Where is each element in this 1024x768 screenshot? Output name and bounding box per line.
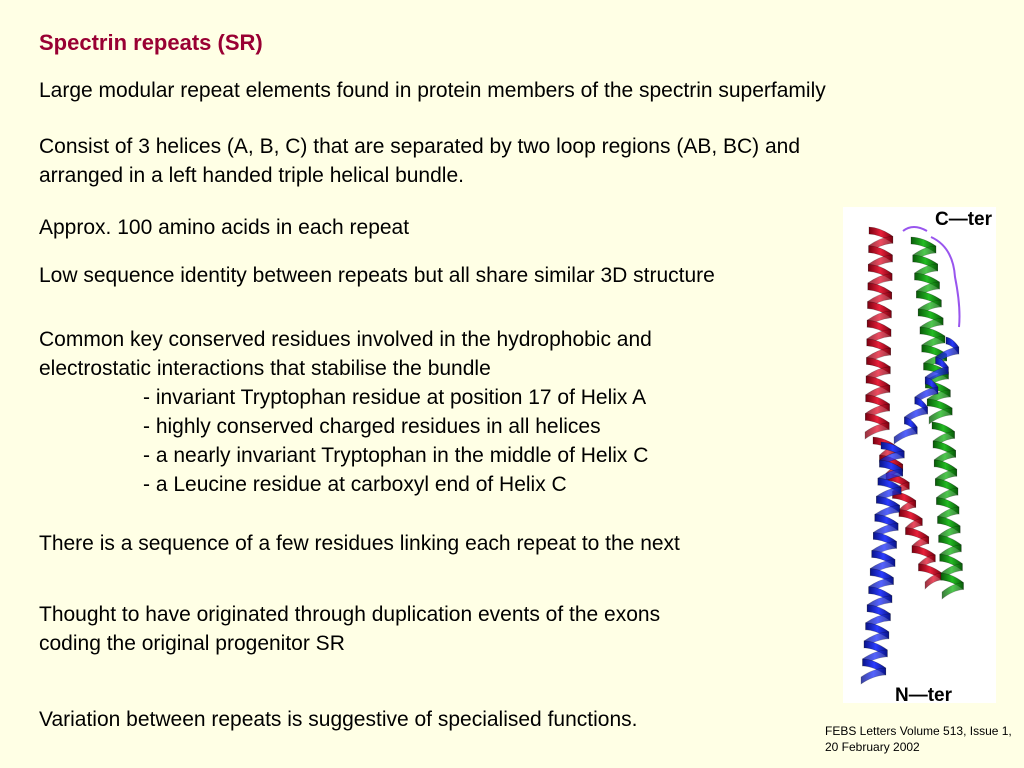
paragraph-linker bbox=[39, 529, 680, 558]
slide-title: Spectrin repeats (SR) bbox=[39, 30, 263, 55]
helix-turn bbox=[894, 427, 917, 444]
paragraph-amino-acids bbox=[39, 213, 409, 242]
text-line: Approx. 100 amino acids in each repeat bbox=[39, 216, 410, 239]
protein-ribbon-diagram bbox=[843, 207, 996, 703]
text-line: coding the original progenitor SR bbox=[39, 632, 345, 655]
text-line: Common key conserved residues involved in the hydrophobic and bbox=[39, 328, 652, 351]
paragraph-conserved-residues bbox=[39, 325, 652, 499]
paragraph-variation bbox=[39, 705, 637, 734]
bullet-item: - invariant Tryptophan residue at position 17 of Helix A bbox=[143, 386, 647, 409]
text-line: Variation between repeats is suggestive of specialised functions. bbox=[39, 708, 638, 731]
text-line: arranged in a left handed triple helical bundle. bbox=[39, 164, 464, 187]
text-line: There is a sequence of a few residues linking each repeat to the next bbox=[39, 532, 680, 555]
paragraph-modular-repeats bbox=[39, 76, 826, 105]
helix-turn bbox=[942, 583, 963, 599]
helix-turn bbox=[925, 573, 942, 589]
bullet-item: - a Leucine residue at carboxyl end of Helix C bbox=[143, 473, 567, 496]
helix-turn bbox=[929, 408, 952, 424]
text-line: Large modular repeat elements found in protein members of the spectrin superfamily bbox=[39, 79, 826, 102]
text-line: electrostatic interactions that stabilise the bundle bbox=[39, 357, 491, 380]
n-terminus-label: N—ter bbox=[895, 685, 953, 703]
spectrin-repeat-structure-figure bbox=[843, 207, 996, 703]
paragraph-sequence-identity bbox=[39, 261, 715, 290]
c-terminus-label: C—ter bbox=[935, 209, 993, 230]
text-line: Consist of 3 helices (A, B, C) that are separated by two loop regions (AB, BC) and bbox=[39, 135, 801, 158]
helix-turn bbox=[861, 668, 886, 684]
bullet-item: - a nearly invariant Tryptophan in the middle of Helix C bbox=[143, 444, 649, 467]
paragraph-duplication bbox=[39, 600, 660, 658]
helix-ribbons bbox=[861, 227, 963, 684]
text-line: Thought to have originated through duplication events of the exons bbox=[39, 603, 661, 626]
figure-citation: FEBS Letters Volume 513, Issue 1, 20 February 2002 bbox=[825, 724, 1012, 754]
text-line: Low sequence identity between repeats but all share similar 3D structure bbox=[39, 264, 715, 287]
helix-a bbox=[865, 227, 893, 439]
loop-ab bbox=[903, 227, 927, 231]
bullet-item: - highly conserved charged residues in all helices bbox=[143, 415, 601, 438]
paragraph-helices bbox=[39, 132, 800, 190]
helix-turn bbox=[865, 423, 889, 439]
